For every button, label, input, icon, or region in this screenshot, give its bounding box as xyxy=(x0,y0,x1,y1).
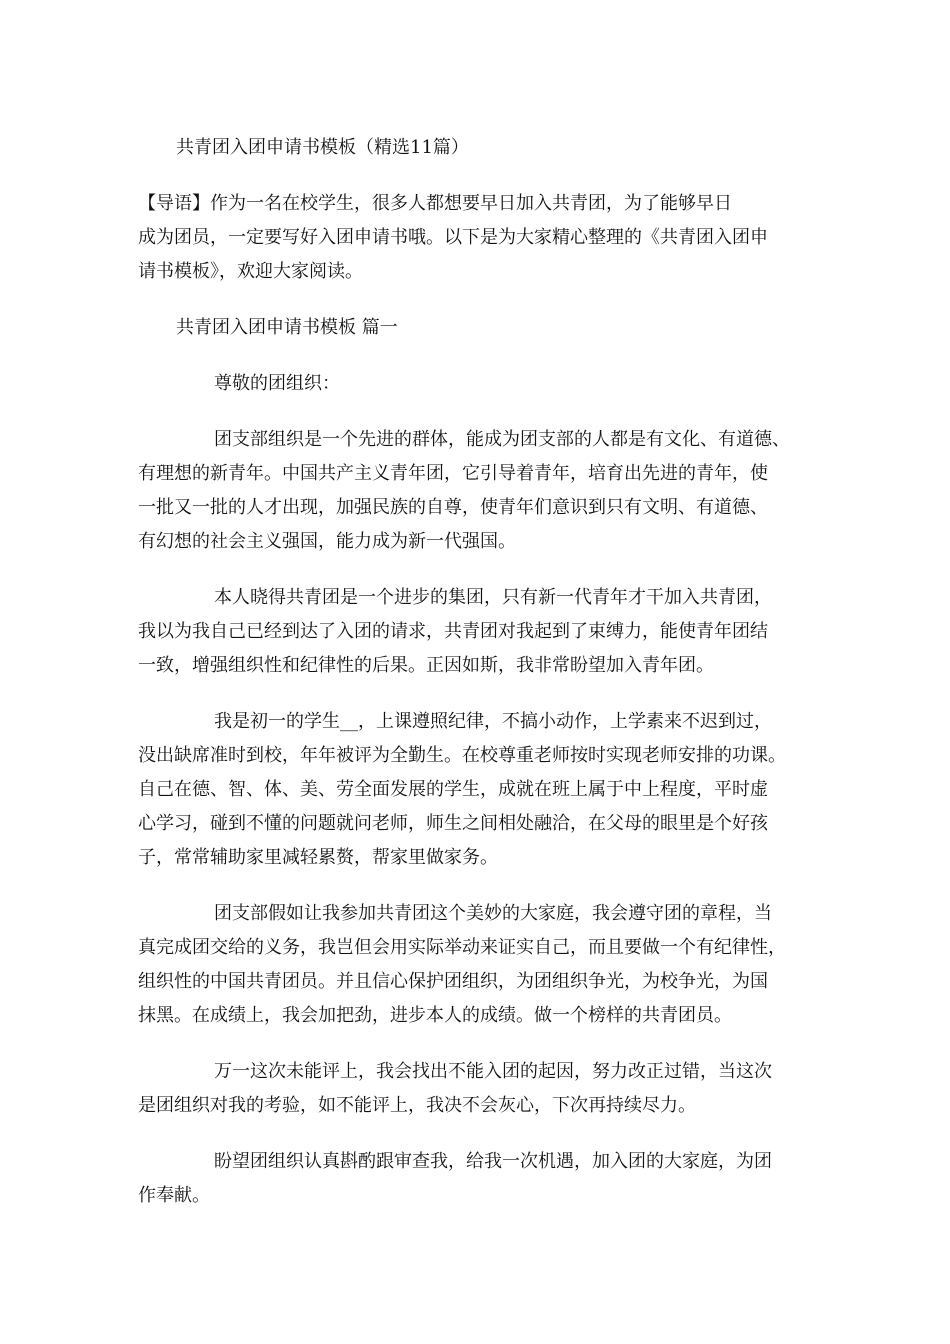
paragraph-line: 子，常常辅助家里减轻累赘，帮家里做家务。 xyxy=(138,847,498,868)
paragraph-line: 一致，增强组织性和纪律性的后果。正因如斯，我非常盼望加入青年团。 xyxy=(138,655,714,676)
paragraph-line: 盼望团组织认真斟酌跟审查我，给我一次机遇，加入团的大家庭，为团 xyxy=(214,1151,772,1172)
paragraph-line: 万一这次未能评上，我会找出不能入团的起因，努力改正过错，当这次 xyxy=(214,1061,772,1082)
paragraph-line: 有幻想的社会主义强国，能力成为新一代强国。 xyxy=(138,531,516,552)
paragraph-line: 组织性的中国共青团员。并且信心保护团组织，为团组织争光，为校争光，为国 xyxy=(138,971,768,992)
intro-line: 【导语】作为一名在校学生，很多人都想要早日加入共青团，为了能够早日 xyxy=(138,193,732,214)
paragraph-line: 作奉献。 xyxy=(138,1185,210,1206)
salutation: 尊敬的团组织： xyxy=(214,373,340,394)
section-heading: 共青团入团申请书模板 篇一 xyxy=(176,317,398,338)
paragraph-line: 一批又一批的人才出现，加强民族的自尊，使青年们意识到只有文明、有道德、 xyxy=(138,497,768,518)
paragraph-line: 心学习，碰到不懂的问题就问老师，师生之间相处融洽，在父母的眼里是个好孩 xyxy=(138,813,768,834)
paragraph-line: 本人晓得共青团是一个进步的集团，只有新一代青年才干加入共青团， xyxy=(214,587,772,608)
document-title: 共青团入团申请书模板（精选11篇） xyxy=(176,137,469,158)
paragraph-line: 抹黑。在成绩上，我会加把劲，进步本人的成绩。做一个榜样的共青团员。 xyxy=(138,1005,732,1026)
paragraph-line: 真完成团交给的义务，我岂但会用实际举动来证实自己，而且要做一个有纪律性， xyxy=(138,937,786,958)
paragraph-line: 团支部组织是一个先进的群体，能成为团支部的人都是有文化、有道德、 xyxy=(214,429,790,450)
paragraph-line: 自己在德、智、体、美、劳全面发展的学生，成就在班上属于中上程度，平时虚 xyxy=(138,779,768,800)
paragraph-line: 有理想的新青年。中国共产主义青年团，它引导着青年，培育出先进的青年，使 xyxy=(138,463,768,484)
paragraph-line: 是团组织对我的考验，如不能评上，我决不会灰心，下次再持续尽力。 xyxy=(138,1095,696,1116)
intro-line: 请书模板》，欢迎大家阅读。 xyxy=(138,261,363,282)
paragraph-line: 我以为我自己已经到达了入团的请求，共青团对我起到了束缚力，能使青年团结 xyxy=(138,621,768,642)
paragraph-line: 我是初一的学生__，上课遵照纪律，不搞小动作，上学素来不迟到过， xyxy=(214,711,772,732)
intro-line: 成为团员，一定要写好入团申请书哦。以下是为大家精心整理的《共青团入团申 xyxy=(138,227,768,248)
paragraph-line: 没出缺席准时到校，年年被评为全勤生。在校尊重老师按时实现老师安排的功课。 xyxy=(138,745,786,766)
paragraph-line: 团支部假如让我参加共青团这个美妙的大家庭，我会遵守团的章程，当 xyxy=(214,903,772,924)
